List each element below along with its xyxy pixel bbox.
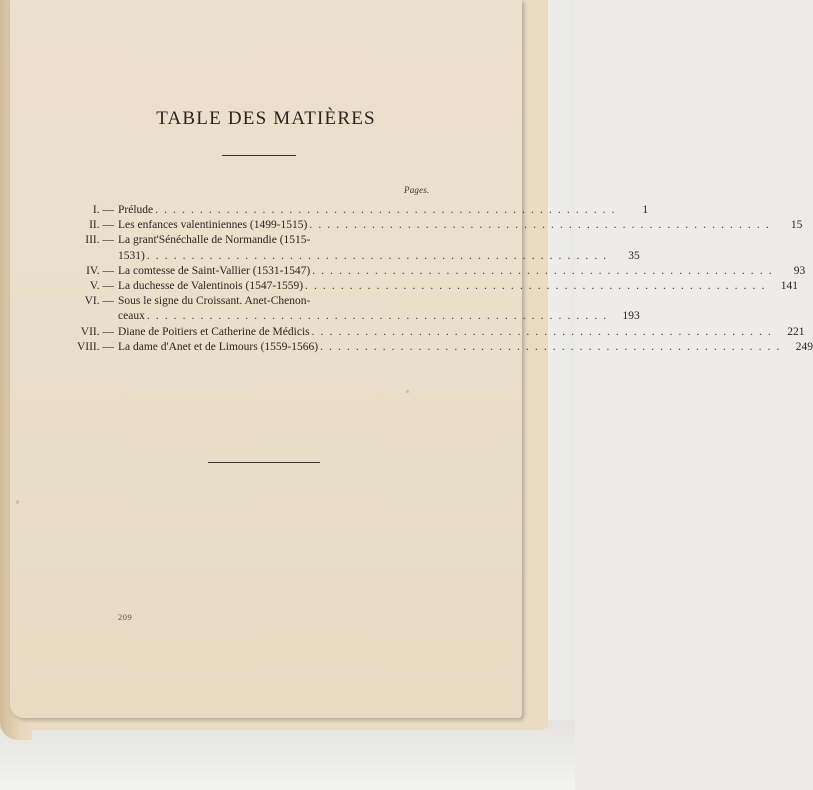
- chapter-page: 15: [790, 219, 803, 232]
- chapter-page: 1: [642, 204, 649, 216]
- chapter-title: Diane de Poitiers et Catherine de Médicis: [118, 325, 310, 338]
- chapter-page: 221: [787, 325, 805, 338]
- chapter-title-continued: ceaux: [118, 310, 145, 323]
- chapter-page: 249: [795, 340, 813, 353]
- dot-leader: [305, 279, 766, 294]
- chapter-title: La duchesse de Valentinois (1547-1559): [118, 280, 304, 293]
- dot-leader: [312, 325, 773, 340]
- chapter-number: VII. —: [80, 325, 114, 338]
- chapter-title: Sous le signe du Croissant. Anet-Chenon-: [118, 295, 311, 308]
- dot-leader: [155, 203, 616, 218]
- chapter-title: La grant'Sénéchalle de Normandie (1515-: [118, 234, 311, 247]
- foxing-spot: [16, 500, 19, 504]
- chapter-number: II. —: [89, 219, 114, 232]
- chapter-title: La dame d'Anet et de Limours (1559-1566): [118, 340, 319, 353]
- dot-leader: [147, 249, 608, 264]
- toc-entry: [74, 203, 649, 218]
- backdrop-table: [0, 720, 575, 790]
- toc-entry: [74, 340, 813, 355]
- toc-entry: [74, 264, 806, 279]
- toc-entry: [74, 233, 640, 263]
- closing-divider: [208, 462, 320, 463]
- folio-number: 209: [118, 612, 133, 622]
- chapter-title-continued: 1531): [118, 249, 145, 262]
- chapter-number: VIII. —: [76, 340, 114, 353]
- chapter-number: III. —: [85, 234, 114, 247]
- chapter-page: 35: [628, 249, 640, 262]
- chapter-title: Les enfances valentiniennes (1499-1515): [118, 219, 308, 232]
- table-of-contents: [74, 203, 813, 355]
- foxing-spot: [406, 390, 409, 393]
- chapter-number: VI. —: [84, 295, 114, 308]
- dot-leader: [309, 218, 770, 233]
- chapter-page: 93: [793, 264, 806, 277]
- chapter-page: 141: [780, 280, 798, 293]
- chapter-title: Prélude: [118, 204, 154, 216]
- title-divider: [222, 155, 296, 156]
- dot-leader: [320, 340, 781, 355]
- dot-leader: [147, 309, 608, 324]
- chapter-page: 193: [622, 310, 640, 323]
- chapter-number: V. —: [89, 280, 114, 293]
- book-page: [10, 0, 813, 718]
- chapter-number: I. —: [92, 204, 114, 216]
- dot-leader: [312, 264, 773, 279]
- pages-column-label: Pages.: [404, 185, 430, 195]
- page-title: TABLE DES MATIÈRES: [156, 108, 376, 129]
- toc-entry: [74, 294, 640, 324]
- toc-entry: [74, 279, 798, 294]
- chapter-title: La comtesse de Saint-Vallier (1531-1547): [118, 264, 311, 277]
- chapter-number: IV. —: [86, 264, 114, 277]
- toc-entry: [74, 325, 805, 340]
- toc-entry: [74, 218, 803, 233]
